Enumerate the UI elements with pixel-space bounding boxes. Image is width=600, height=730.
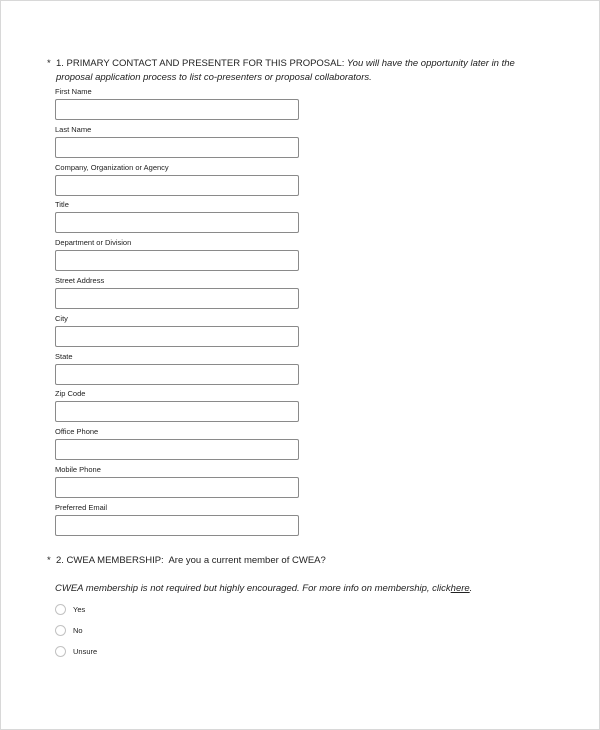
first-name-input[interactable]: [55, 99, 299, 120]
radio-label-yes: Yes: [73, 604, 86, 614]
city-label: City: [55, 314, 68, 323]
preferred-email-input[interactable]: [55, 515, 299, 536]
required-asterisk: *: [47, 58, 51, 69]
question-1-title: 1. PRIMARY CONTACT AND PRESENTER FOR THIS PROPOSAL:: [56, 58, 345, 69]
first-name-label: First Name: [55, 87, 92, 96]
department-input[interactable]: [55, 250, 299, 271]
field-state: [55, 352, 300, 385]
field-zip-code: [55, 389, 300, 422]
question-2: [47, 554, 326, 568]
field-first-name: [55, 87, 300, 120]
radio-label-unsure: Unsure: [73, 646, 98, 656]
radio-button[interactable]: [55, 604, 66, 615]
question-1-subtitle: You will have the opportunity later in the proposal application process to list co-presenters or proposal collaborators.: [56, 58, 515, 83]
membership-note: [55, 582, 472, 596]
last-name-input[interactable]: [55, 137, 299, 158]
field-office-phone: [55, 427, 300, 460]
field-title: [55, 200, 300, 233]
field-preferred-email: [55, 503, 300, 536]
street-address-label: Street Address: [55, 276, 105, 285]
question-1: [47, 57, 547, 85]
radio-button[interactable]: [55, 625, 66, 636]
company-label: Company, Organization or Agency: [55, 163, 169, 172]
field-company: [55, 163, 300, 196]
street-address-input[interactable]: [55, 288, 299, 309]
title-input[interactable]: [55, 212, 299, 233]
field-department: [55, 238, 300, 271]
last-name-label: Last Name: [55, 125, 92, 134]
field-mobile-phone: [55, 465, 300, 498]
radio-option-unsure[interactable]: [55, 644, 97, 658]
required-asterisk: *: [47, 555, 51, 566]
company-input[interactable]: [55, 175, 299, 196]
field-last-name: [55, 125, 300, 158]
mobile-phone-label: Mobile Phone: [55, 465, 101, 474]
field-street-address: [55, 276, 300, 309]
membership-here-link[interactable]: here: [450, 583, 470, 594]
radio-option-no[interactable]: [55, 623, 83, 637]
state-label: State: [55, 352, 73, 361]
office-phone-input[interactable]: [55, 439, 299, 460]
title-label: Title: [55, 200, 69, 209]
state-input[interactable]: [55, 364, 299, 385]
question-2-title: 2. CWEA MEMBERSHIP: Are you a current member of CWEA?: [56, 555, 326, 566]
radio-button[interactable]: [55, 646, 66, 657]
membership-note-end: .: [469, 583, 473, 594]
radio-option-yes[interactable]: [55, 602, 85, 616]
radio-label-no: No: [73, 625, 83, 635]
membership-note-text: CWEA membership is not required but highly encouraged. For more info on membership, click: [55, 583, 451, 594]
city-input[interactable]: [55, 326, 299, 347]
zip-code-label: Zip Code: [55, 389, 86, 398]
preferred-email-label: Preferred Email: [55, 503, 108, 512]
department-label: Department or Division: [55, 238, 132, 247]
mobile-phone-input[interactable]: [55, 477, 299, 498]
zip-code-input[interactable]: [55, 401, 299, 422]
field-city: [55, 314, 300, 347]
office-phone-label: Office Phone: [55, 427, 99, 436]
